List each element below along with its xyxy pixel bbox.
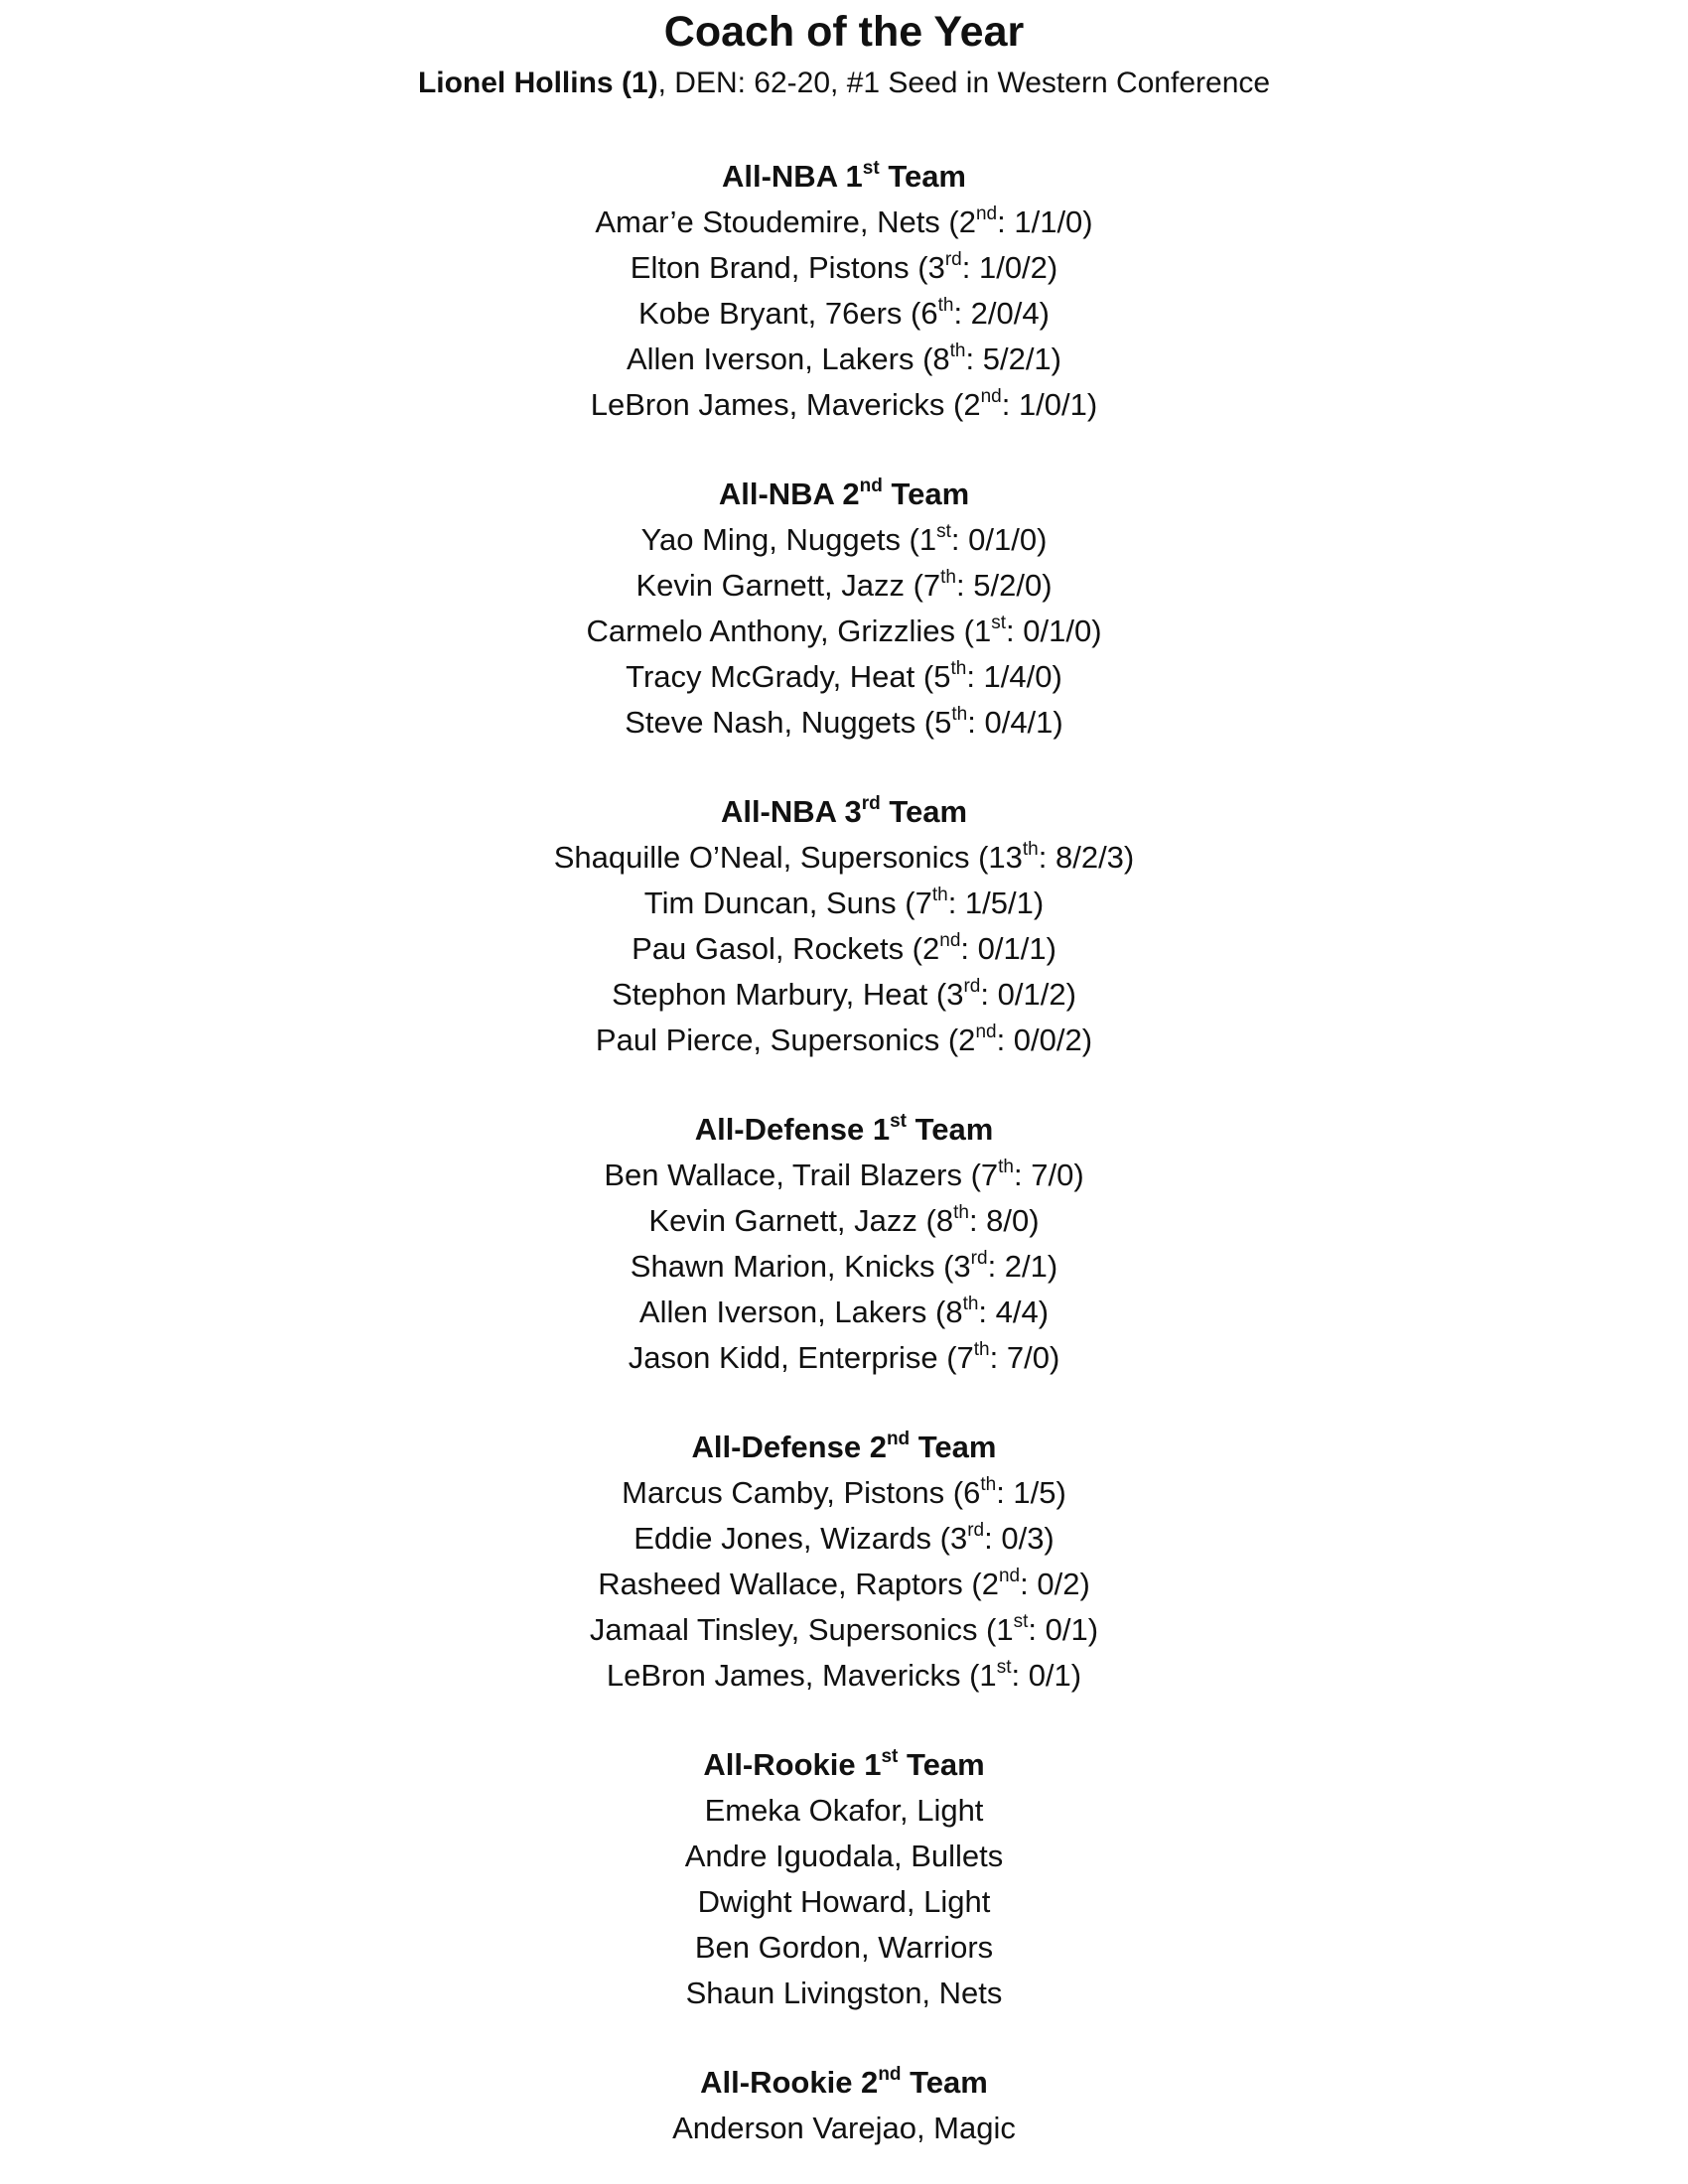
section-all-nba-1st — [0, 154, 1688, 428]
award-entry: Marcus Camby, Pistons (6th: 1/5) — [622, 1473, 1066, 1510]
award-entry: Eddie Jones, Wizards (3rd: 0/3) — [633, 1519, 1055, 1556]
section-all-nba-2nd — [0, 472, 1688, 746]
award-entry: Ben Gordon, Warriors — [694, 1930, 994, 1965]
award-entry: Tim Duncan, Suns (7th: 1/5/1) — [643, 884, 1045, 920]
page-title: Coach of the Year — [663, 8, 1025, 56]
award-entry: Kevin Garnett, Jazz (8th: 8/0) — [648, 1201, 1040, 1238]
award-entry: Elton Brand, Pistons (3rd: 1/0/2) — [630, 248, 1058, 285]
award-entry: Emeka Okafor, Light — [704, 1793, 984, 1828]
award-entry: Carmelo Anthony, Grizzlies (1st: 0/1/0) — [586, 612, 1102, 648]
award-entry: Stephon Marbury, Heat (3rd: 0/1/2) — [612, 975, 1076, 1012]
award-entry: Anderson Varejao, Magic — [672, 2111, 1016, 2145]
award-entry: Tracy McGrady, Heat (5th: 1/4/0) — [626, 657, 1062, 694]
coach-details: , DEN: 62-20, #1 Seed in Western Conference — [657, 67, 1271, 99]
award-entry: Rasheed Wallace, Raptors (2nd: 0/2) — [598, 1565, 1090, 1601]
award-entry: Shaquille O’Neal, Supersonics (13th: 8/2/3) — [553, 838, 1135, 875]
section-heading: All-Rookie 1st Team — [703, 1745, 985, 1782]
award-entry: Ben Wallace, Trail Blazers (7th: 7/0) — [604, 1156, 1084, 1192]
award-entry: LeBron James, Mavericks (1st: 0/1) — [606, 1656, 1082, 1693]
coach-of-year-line — [0, 62, 1688, 105]
section-all-rookie-1st — [0, 1742, 1688, 2016]
award-entry: Allen Iverson, Lakers (8th: 5/2/1) — [626, 340, 1061, 376]
award-entry: Kobe Bryant, 76ers (6th: 2/0/4) — [638, 294, 1050, 331]
section-heading: All-Defense 2nd Team — [691, 1428, 997, 1464]
section-heading: All-NBA 3rd Team — [720, 792, 968, 829]
award-entry: Shaun Livingston, Nets — [685, 1976, 1003, 2010]
section-all-defense-1st — [0, 1107, 1688, 1381]
award-entry: Amar’e Stoudemire, Nets (2nd: 1/1/0) — [595, 203, 1093, 239]
section-all-rookie-2nd — [0, 2060, 1688, 2151]
section-heading: All-NBA 2nd Team — [718, 475, 970, 511]
coach-name: Lionel Hollins (1) — [417, 67, 658, 99]
award-entry: Steve Nash, Nuggets (5th: 0/4/1) — [625, 703, 1063, 740]
award-entry: Allen Iverson, Lakers (8th: 4/4) — [638, 1293, 1050, 1329]
award-entry: Kevin Garnett, Jazz (7th: 5/2/0) — [635, 566, 1053, 603]
award-entry: Jason Kidd, Enterprise (7th: 7/0) — [628, 1338, 1060, 1375]
award-entry: LeBron James, Mavericks (2nd: 1/0/1) — [590, 385, 1098, 422]
section-all-nba-3rd — [0, 789, 1688, 1063]
award-entry: Andre Iguodala, Bullets — [684, 1839, 1004, 1873]
award-entry: Pau Gasol, Rockets (2nd: 0/1/1) — [632, 929, 1056, 966]
award-entry: Yao Ming, Nuggets (1st: 0/1/0) — [640, 520, 1048, 557]
award-entry: Jamaal Tinsley, Supersonics (1st: 0/1) — [589, 1610, 1099, 1647]
award-entry: Paul Pierce, Supersonics (2nd: 0/0/2) — [595, 1021, 1093, 1057]
section-heading: All-NBA 1st Team — [721, 157, 966, 194]
section-heading: All-Rookie 2nd Team — [700, 2063, 988, 2100]
award-entry: Shawn Marion, Knicks (3rd: 2/1) — [630, 1247, 1058, 1284]
award-entry: Dwight Howard, Light — [697, 1884, 991, 1919]
section-heading: All-Defense 1st Team — [694, 1110, 994, 1147]
section-all-defense-2nd — [0, 1425, 1688, 1699]
